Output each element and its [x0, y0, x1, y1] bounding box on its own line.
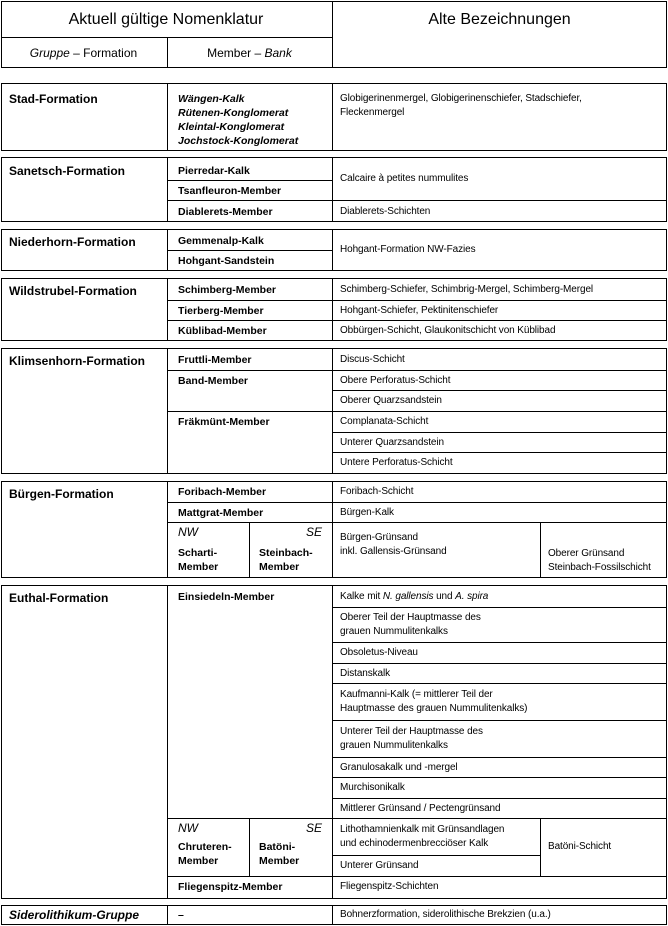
euthal-old-6: Unterer Teil der Hauptmasse des grauen Nummulitenkalks: [340, 726, 483, 751]
schimberg-member: Schimberg-Member: [178, 284, 277, 296]
klimsenhorn-old-5: Unterer Quarzsandstein: [340, 437, 444, 448]
wildstrubel-old-2: Hohgant-Schiefer, Pektinitenschiefer: [340, 305, 499, 316]
euthal-old-1: Kalke mit N. gallensis und A. spira: [340, 591, 489, 602]
euthal-old-4: Distanskalk: [340, 668, 391, 679]
klimsenhorn-old-3: Oberer Quarzsandstein: [340, 395, 442, 406]
euthal-old-11: Unterer Grünsand: [340, 860, 419, 871]
euthal-nw-label: NW: [178, 821, 198, 835]
euthal-se-label: SE: [306, 821, 323, 835]
euthal-old-13: Batöni-Schicht: [548, 841, 612, 852]
niederhorn-formation-name: Niederhorn-Formation: [9, 235, 136, 249]
euthal-old-5: Kaufmanni-Kalk (= mittlerer Teil der Hauptmasse des grauen Nummulitenkalks): [340, 689, 528, 714]
fliegenspitz-member: Fliegenspitz-Member: [178, 881, 283, 893]
batoeni-member: Batöni- Member: [259, 841, 300, 867]
buergen-old-1: Foribach-Schicht: [340, 486, 414, 497]
einsiedeln-member: Einsiedeln-Member: [178, 591, 275, 603]
sanetsch-formation-name: Sanetsch-Formation: [9, 164, 126, 178]
klimsenhorn-formation-name: Klimsenhorn-Formation: [9, 354, 146, 368]
wildstrubel-old-1: Schimberg-Schiefer, Schimbrig-Mergel, Schimberg-Mergel: [340, 284, 594, 295]
klimsenhorn-old-2: Obere Perforatus-Schicht: [340, 375, 451, 386]
euthal-old-7: Granulosakalk und -mergel: [340, 762, 458, 773]
buergen-old-3: Bürgen-Grünsand inkl. Gallensis-Grünsand: [340, 532, 447, 557]
chruteren-member: Chruteren- Member: [178, 841, 232, 867]
euthal-old-10: Lithothamnienkalk mit Grünsandlagen und echinodermenbrecciöser Kalk: [340, 824, 505, 849]
euthal-old-9: Mittlerer Grünsand / Pectengrünsand: [340, 803, 501, 814]
sanetsch-old-2: Diablerets-Schichten: [340, 206, 431, 217]
pierredar-kalk: Pierredar-Kalk: [178, 165, 250, 177]
scharti-member: Scharti- Member: [178, 547, 219, 573]
sanetsch-old-1: Calcaire à petites nummulites: [340, 173, 469, 184]
siderolithikum-group-name: Siderolithikum-Gruppe: [9, 908, 140, 922]
old-names-title: Alte Bezeichnungen: [428, 11, 571, 28]
buergen-se-label: SE: [306, 525, 323, 539]
tierberg-member: Tierberg-Member: [178, 305, 264, 317]
euthal-old-12: Fliegenspitz-Schichten: [340, 881, 439, 892]
euthal-old-3: Obsoletus-Niveau: [340, 647, 418, 658]
klimsenhorn-old-6: Untere Perforatus-Schicht: [340, 457, 453, 468]
siderolithikum-member: –: [178, 909, 184, 921]
euthal-old-2: Oberer Teil der Hauptmasse des grauen Nummulitenkalks: [340, 612, 481, 637]
buergen-nw-label: NW: [178, 525, 198, 539]
buergen-formation-name: Bürgen-Formation: [9, 487, 114, 501]
current-nomenclature-title: Aktuell gültige Nomenklatur: [68, 11, 264, 28]
euthal-formation-name: Euthal-Formation: [9, 591, 109, 605]
stad-old-names: Globigerinenmergel, Globigerinenschiefer, Stadschiefer, Fleckenmergel: [340, 93, 582, 118]
diablerets-member: Diablerets-Member: [178, 206, 273, 218]
band-member: Band-Member: [178, 375, 249, 387]
hohgant-sandstein: Hohgant-Sandstein: [178, 255, 275, 267]
member-bank-label: Member – Bank: [207, 46, 292, 60]
euthal-old-8: Murchisonikalk: [340, 782, 405, 793]
klimsenhorn-old-1: Discus-Schicht: [340, 354, 405, 365]
stad-members: Wängen-Kalk Rütenen-Konglomerat Kleintal-Konglomerat Jochstock-Konglomerat: [178, 93, 299, 147]
group-formation-label: Gruppe – Formation: [29, 46, 138, 60]
kueblibad-member: Küblibad-Member: [178, 325, 267, 337]
foribach-member: Foribach-Member: [178, 486, 267, 498]
stad-formation-name: Stad-Formation: [9, 92, 98, 106]
siderolithikum-old: Bohnerzformation, siderolithische Brekzien (u.a.): [340, 909, 551, 920]
tsanfleuron-member: Tsanfleuron-Member: [178, 185, 282, 197]
niederhorn-old-1: Hohgant-Formation NW-Fazies: [340, 244, 476, 255]
mattgrat-member: Mattgrat-Member: [178, 507, 264, 519]
fraekmuent-member: Fräkmünt-Member: [178, 416, 270, 428]
steinbach-member: Steinbach- Member: [259, 547, 313, 573]
fruttli-member: Fruttli-Member: [178, 354, 252, 366]
wildstrubel-old-3: Obbürgen-Schicht, Glaukonitschicht von Küblibad: [340, 325, 556, 336]
wildstrubel-formation-name: Wildstrubel-Formation: [9, 284, 137, 298]
buergen-old-2: Bürgen-Kalk: [340, 507, 394, 518]
gemmenalp-kalk: Gemmenalp-Kalk: [178, 235, 264, 247]
buergen-old-4: Oberer Grünsand Steinbach-Fossilschicht: [548, 548, 651, 573]
klimsenhorn-old-4: Complanata-Schicht: [340, 416, 429, 427]
